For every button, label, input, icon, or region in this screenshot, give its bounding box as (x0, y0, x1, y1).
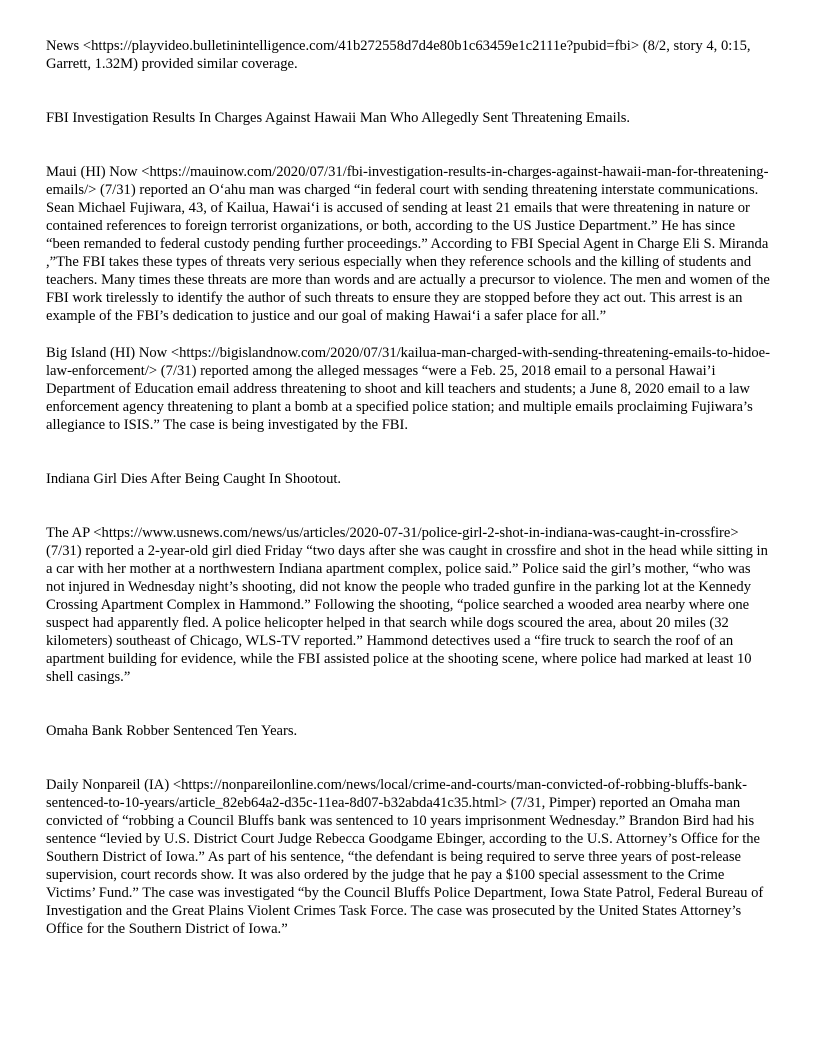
spacer (46, 325, 772, 344)
story-headline: Indiana Girl Dies After Being Caught In Shootout. (46, 471, 342, 487)
spacer (46, 73, 772, 109)
story-indiana-shootout (46, 470, 772, 686)
story-headline: FBI Investigation Results In Charges Against Hawaii Man Who Allegedly Sent Threatening Emails. (46, 110, 631, 126)
story-paragraph: Daily Nonpareil (IA) <https://nonpareilonline.com/news/local/crime-and-courts/man-convicted-of-robbing-bluffs-bank-sentenced-to-10-years/article_82eb64a2-d35c-11ea-8d07-b32abda41c35.html> (7/31, Pimper) reported an Omaha man convicted of “robbing a Council Bluffs bank was sentenced to 10 years imprisonment Wednesday.” Brandon Bird had his sentence “levied by U.S. District Court Judge Rebecca Goodgame Ebinger, according to the U.S. Attorney’s Office for the Southern District of Iowa.” As part of his sentence, “the defendant is being required to serve three years of post-release supervision, court records show. It was also ordered by the judge that he pay a $100 special assessment to the Crime Victims’ Fund.” The case was investigated “by the Council Bluffs Police Department, Iowa State Patrol, Federal Bureau of Investigation and the Great Plains Violent Crimes Task Force. The case was prosecuted by the United States Attorney’s Office for the Southern District of Iowa.” (46, 777, 764, 937)
story-paragraph: The AP <https://www.usnews.com/news/us/articles/2020-07-31/police-girl-2-shot-in-indiana-was-caught-in-crossfire> (7/31) reported a 2-year-old girl died Friday “two days after she was caught in crossfire and shot in the head while sitting in a car with her mother at a northwestern Indiana apartment complex, police said.” Police said the girl’s mother, “who was not injured in Wednesday night’s shooting, did not know the people who traded gunfire in the parking lot at the Kennedy Crossing Apartment Complex in Hammond.” Following the shooting, “police searched a wooded area nearby where one suspect had apparently fled. A police helicopter helped in that search while dogs scoured the area, about 20 miles (32 kilometers) southeast of Chicago, WLS-TV reported.” Hammond detectives used a “fire truck to search the roof of an apartment building for evidence, while the FBI assisted police at the shooting scene, where police had marked at least 10 shell casings.” (46, 525, 768, 685)
story-paragraph: Big Island (HI) Now <https://bigislandnow.com/2020/07/31/kailua-man-charged-with-sending-threatening-emails-to-hidoe-law-enforcement/> (7/31) reported among the alleged messages “were a Feb. 25, 2018 email to a personal Hawai’i Department of Education email address threatening to shoot and kill teachers and students; a June 8, 2020 email to a law enforcement agency threatening to plant a bomb at a specified police station; and multiple emails proclaiming Fujiwara’s allegiance to ISIS.” The case is being investigated by the FBI. (46, 345, 770, 433)
spacer (46, 740, 772, 776)
document-body (46, 37, 772, 938)
spacer (46, 488, 772, 524)
story-hawaii-threats (46, 109, 772, 434)
story-omaha-robber (46, 722, 772, 938)
story-headline: Omaha Bank Robber Sentenced Ten Years. (46, 723, 298, 739)
spacer (46, 686, 772, 722)
spacer (46, 127, 772, 163)
story-paragraph: Maui (HI) Now <https://mauinow.com/2020/07/31/fbi-investigation-results-in-charges-against-hawaii-man-for-threatening-emails/> (7/31) reported an O‘ahu man was charged “in federal court with sending threatening interstate communications. Sean Michael Fujiwara, 43, of Kailua, Hawai‘i is accused of sending at least 21 emails that were threatening in nature or contained references to foreign terrorist organizations, or both, according to the US Justice Department.” He has since “been remanded to federal custody pending further proceedings.” According to FBI Special Agent in Charge Eli S. Miranda ,”The FBI takes these types of threats very serious especially when they reference schools and the killing of students and teachers. Many times these threats are more than words and are actually a precursor to violence. The men and women of the FBI work tirelessly to identify the author of such threats to ensure they are stopped before they act out. This arrest is an example of the FBI’s dedication to justice and our goal of making Hawai‘i a safer place for all.” (46, 164, 770, 324)
intro-paragraph: News <https://playvideo.bulletinintelligence.com/41b272558d7d4e80b1c63459e1c2111e?pubid=fbi> (8/2, story 4, 0:15, Garrett, 1.32M) provided similar coverage. (46, 38, 751, 72)
spacer (46, 434, 772, 470)
